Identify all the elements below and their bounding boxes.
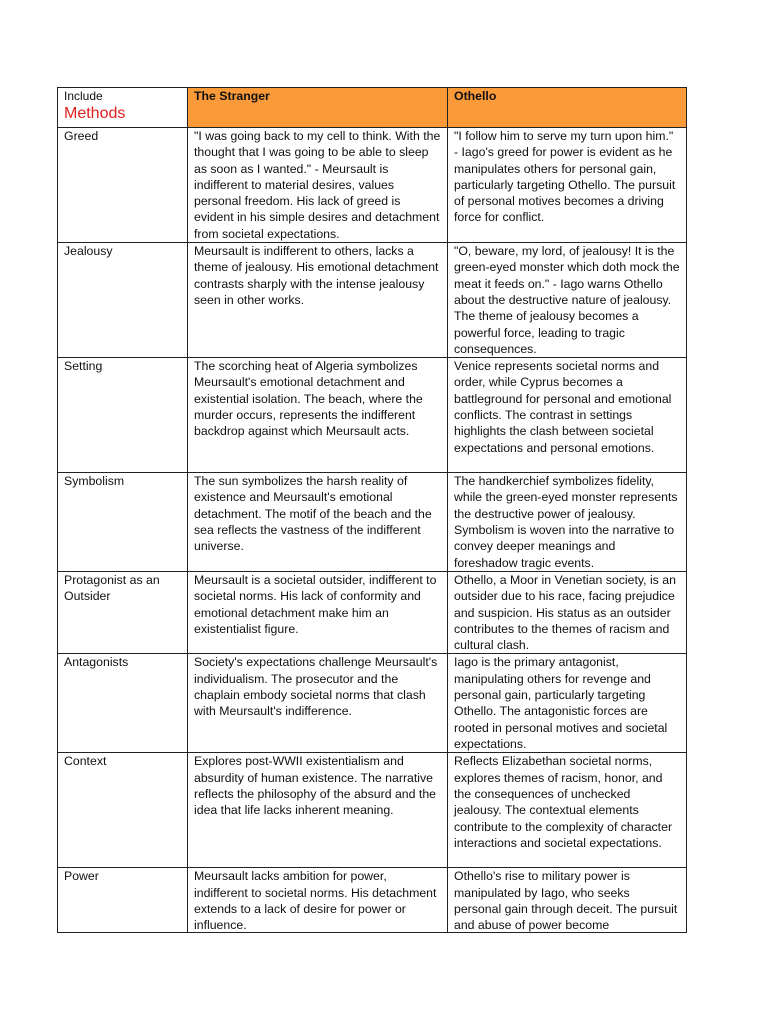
column-title-the-stranger: The Stranger [188, 88, 448, 128]
method-cell: Antagonists [58, 654, 188, 753]
include-label: Include [64, 89, 103, 103]
method-cell: Setting [58, 358, 188, 473]
table-row [58, 128, 687, 243]
method-cell: Protagonist as an Outsider [58, 571, 188, 653]
method-cell: Power [58, 868, 188, 933]
stranger-cell: Society's expectations challenge Meursault's individualism. The prosecutor and the chaplain embody societal norms that clash with Meursault's indifference. [188, 654, 448, 753]
table-row [58, 753, 687, 868]
stranger-cell: Meursault is indifferent to others, lacks a theme of jealousy. His emotional detachment contrasts sharply with the intense jealousy seen in other works. [188, 243, 448, 358]
table-row [58, 868, 687, 933]
othello-cell: Reflects Elizabethan societal norms, explores themes of racism, honor, and the consequences of unchecked jealousy. The contextual elements contribute to the complexity of character interactions and societal expectations. [448, 753, 687, 868]
othello-cell: "I follow him to serve my turn upon him." - Iago's greed for power is evident as he manipulates others for personal gain, particularly targeting Othello. The pursuit of personal motives becomes a driving force for conflict. [448, 128, 687, 243]
column-title-othello: Othello [448, 88, 687, 128]
method-cell: Context [58, 753, 188, 868]
stranger-cell: The scorching heat of Algeria symbolizes Meursault's emotional detachment and existential isolation. The beach, where the murder occurs, represents the indifferent backdrop against which Meursault acts. [188, 358, 448, 473]
method-cell: Jealousy [58, 243, 188, 358]
othello-cell: Othello, a Moor in Venetian society, is an outsider due to his race, facing prejudice and suspicion. His status as an outsider contributes to the themes of racism and cultural clash. [448, 571, 687, 653]
table-row [58, 243, 687, 358]
stranger-cell: Meursault is a societal outsider, indifferent to societal norms. His lack of conformity and emotional detachment make him an existentialist figure. [188, 571, 448, 653]
stranger-cell: The sun symbolizes the harsh reality of existence and Meursault's emotional detachment. The motif of the beach and the sea reflects the vastness of the indifferent universe. [188, 473, 448, 572]
othello-cell: Iago is the primary antagonist, manipulating others for revenge and personal gain, particularly targeting Othello. The antagonistic forces are rooted in personal motives and societal expectations. [448, 654, 687, 753]
method-cell: Symbolism [58, 473, 188, 572]
methods-label: Methods [64, 105, 126, 123]
stranger-cell [188, 868, 448, 933]
othello-cell: The handkerchief symbolizes fidelity, while the green-eyed monster represents the destructive power of jealousy. Symbolism is woven into the narrative to convey deeper meanings and foreshadow tragic events. [448, 473, 687, 572]
othello-cell: Venice represents societal norms and order, while Cyprus becomes a battleground for personal and emotional conflicts. The contrast in settings highlights the clash between societal expectations and personal emotions. [448, 358, 687, 473]
stranger-cell: "I was going back to my cell to think. With the thought that I was going to be able to sleep as soon as I wanted." - Meursault is indifferent to material desires, values personal freedom. His lack of greed is evident in his simple desires and detachment from societal expectations. [188, 128, 448, 243]
method-cell: Greed [58, 128, 188, 243]
othello-cell [448, 868, 687, 933]
othello-cell: "O, beware, my lord, of jealousy! It is the green-eyed monster which doth mock the meat it feeds on." - Iago warns Othello about the destructive nature of jealousy. The theme of jealousy becomes a powerful force, leading to tragic consequences. [448, 243, 687, 358]
table-row [58, 473, 687, 572]
header-methods-cell [58, 88, 188, 128]
header-row [58, 88, 687, 128]
stranger-cell: Explores post-WWII existentialism and absurdity of human existence. The narrative reflects the philosophy of the absurd and the idea that life lacks inherent meaning. [188, 753, 448, 868]
table-row [58, 654, 687, 753]
table-row [58, 358, 687, 473]
stranger-cell-text: Meursault lacks ambition for power, indifferent to societal norms. His detachment extends to a lack of desire for power or influence. [194, 869, 437, 933]
othello-cell-text: Othello's rise to military power is manipulated by Iago, who seeks personal gain through deceit. The pursuit and abuse of power become [454, 869, 678, 933]
table-row [58, 571, 687, 653]
comparison-table [57, 87, 687, 933]
